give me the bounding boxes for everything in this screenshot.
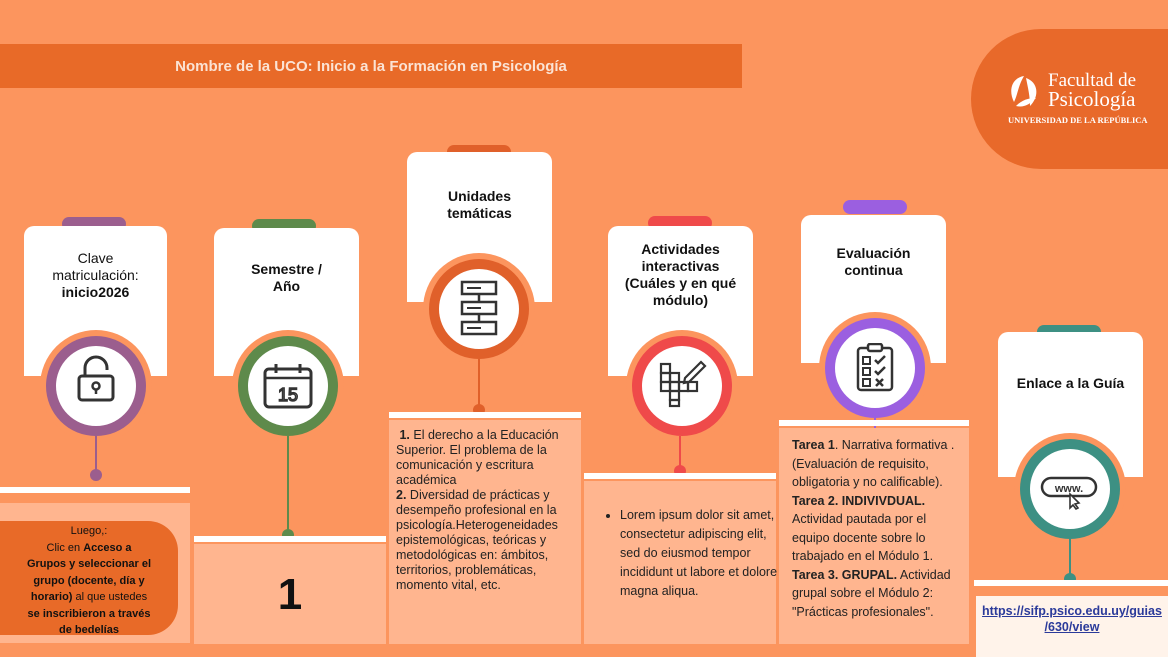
clave-platform-edge	[0, 487, 190, 493]
semestre-line1: Semestre /	[251, 261, 322, 277]
actividades-line3: (Cuáles y en qué	[624, 275, 737, 291]
padlock-icon	[74, 354, 118, 402]
calendar-day: 15	[277, 385, 299, 405]
unidad-2-number: 2.	[396, 488, 407, 502]
guide-link-anchor[interactable]	[976, 603, 1168, 635]
logo-line3: UNIVERSIDAD DE LA REPÚBLICA	[1008, 115, 1148, 125]
instr-line4: grupo (docente, día y	[33, 574, 145, 587]
guide-link-line1[interactable]: https://sifp.psico.edu.uy/guias	[982, 604, 1162, 618]
evaluacion-line1: Evaluación	[836, 245, 911, 261]
actividades-line4: módulo)	[652, 292, 709, 308]
unidades-line1: Unidades	[447, 188, 511, 204]
clave-stem	[95, 436, 97, 472]
guide-link[interactable]	[976, 603, 1168, 635]
instr-line5	[0, 589, 178, 606]
instr-line6: se inscribieron a través	[27, 607, 151, 620]
crossword-icon	[657, 360, 707, 408]
instr-line7: de bedelías	[59, 624, 119, 636]
guide-link-line2[interactable]: /630/view	[1044, 620, 1100, 634]
unidad-1-number: 1.	[399, 428, 410, 442]
tarea-3-text: Actividad grupal sobre el Módulo 2: "Prácticas profesionales".	[792, 567, 951, 619]
clave-title	[24, 250, 167, 301]
tarea-1-label: Tarea 1	[792, 438, 835, 452]
evaluacion-platform-edge	[779, 420, 969, 426]
unidad-1	[396, 428, 576, 488]
calendar-icon	[262, 362, 314, 410]
logo-line2: Psicología	[1048, 87, 1136, 111]
unidades-platform-edge	[389, 412, 581, 418]
faculty-logo	[1004, 70, 1164, 130]
unidad-2	[396, 488, 576, 593]
semestre-platform-edge	[194, 536, 386, 542]
clave-instructions-text	[0, 523, 178, 639]
unidades-line2: temáticas	[447, 205, 512, 221]
actividades-stem	[679, 436, 681, 466]
enlace-title: Enlace a la Guía	[1016, 375, 1125, 391]
tarea-2	[792, 492, 962, 566]
tarea-2-label: Tarea 2. INDIVIVDUAL.	[792, 493, 926, 508]
instr-line2a: Clic en	[46, 541, 84, 554]
unidad-1-text: El derecho a la Educación Superior. El problema de la comunicación y escritura académica	[396, 428, 559, 487]
logo-line1: Facultad de	[1048, 70, 1137, 91]
unidades-text	[396, 428, 576, 593]
tarea-3	[792, 566, 962, 622]
instr-line1: Luego,:	[70, 525, 108, 537]
enlace-platform-edge	[974, 580, 1168, 586]
checklist-icon	[855, 343, 895, 393]
semestre-title	[214, 261, 359, 295]
actividades-item: • Lorem ipsum dolor sit amet, consectetur adipiscing elit, sed do eiusmod tempor incididunt ut labore et dolore magna aliqua.	[620, 506, 790, 601]
unidades-title	[407, 188, 552, 222]
actividades-line1: Actividades	[641, 241, 720, 257]
instr-line2	[0, 540, 178, 557]
instr-line5a: horario)	[30, 591, 73, 603]
tarea-1	[792, 436, 962, 492]
www-label: www.	[1054, 483, 1084, 495]
actividades-list	[584, 506, 790, 601]
page-title: Nombre de la UCO: Inicio a la Formación en Psicología	[175, 58, 567, 75]
evaluacion-line2: continua	[844, 262, 903, 278]
semestre-stem	[287, 436, 289, 532]
instr-line2b: Acceso a	[83, 541, 132, 554]
unidad-2-text: Diversidad de prácticas y desempeño profesional en la psicología.Heterogeneidades epistemológicas, teóricas y metodológicas en: ámbitos, territorios, problemáticas, momento vital, etc.	[396, 488, 558, 592]
clave-line1: Clave	[77, 250, 114, 266]
evaluacion-text	[792, 436, 962, 621]
clave-dot	[90, 469, 102, 481]
clave-line2: matriculación:	[52, 267, 139, 283]
semestre-value: 1	[277, 570, 303, 619]
tarea-2-text: Actividad pautada por el equipo docente sobre lo trabajado en el Módulo 1.	[792, 512, 934, 563]
unidades-stem	[478, 359, 480, 407]
semestre-line2: Año	[272, 278, 301, 294]
instr-line3: Grupos y seleccionar el	[26, 558, 152, 570]
tarea-1-text: . Narrativa formativa . (Evaluación de requisito, obligatoria y no calificable).	[792, 438, 955, 489]
actividades-platform-edge	[584, 473, 776, 479]
tarea-3-label: Tarea 3. GRUPAL.	[792, 567, 898, 582]
enlace-stem	[1069, 539, 1071, 575]
flowchart-icon	[459, 279, 499, 339]
instr-line5b: al que ustedes	[72, 591, 148, 603]
actividades-line2: interactivas	[641, 258, 720, 274]
logo-mark-icon	[1004, 72, 1044, 112]
actividades-title	[608, 241, 753, 309]
clave-code: inicio2026	[61, 284, 130, 300]
evaluacion-pill	[843, 200, 907, 214]
evaluacion-title	[801, 245, 946, 279]
www-icon[interactable]	[1040, 474, 1100, 510]
